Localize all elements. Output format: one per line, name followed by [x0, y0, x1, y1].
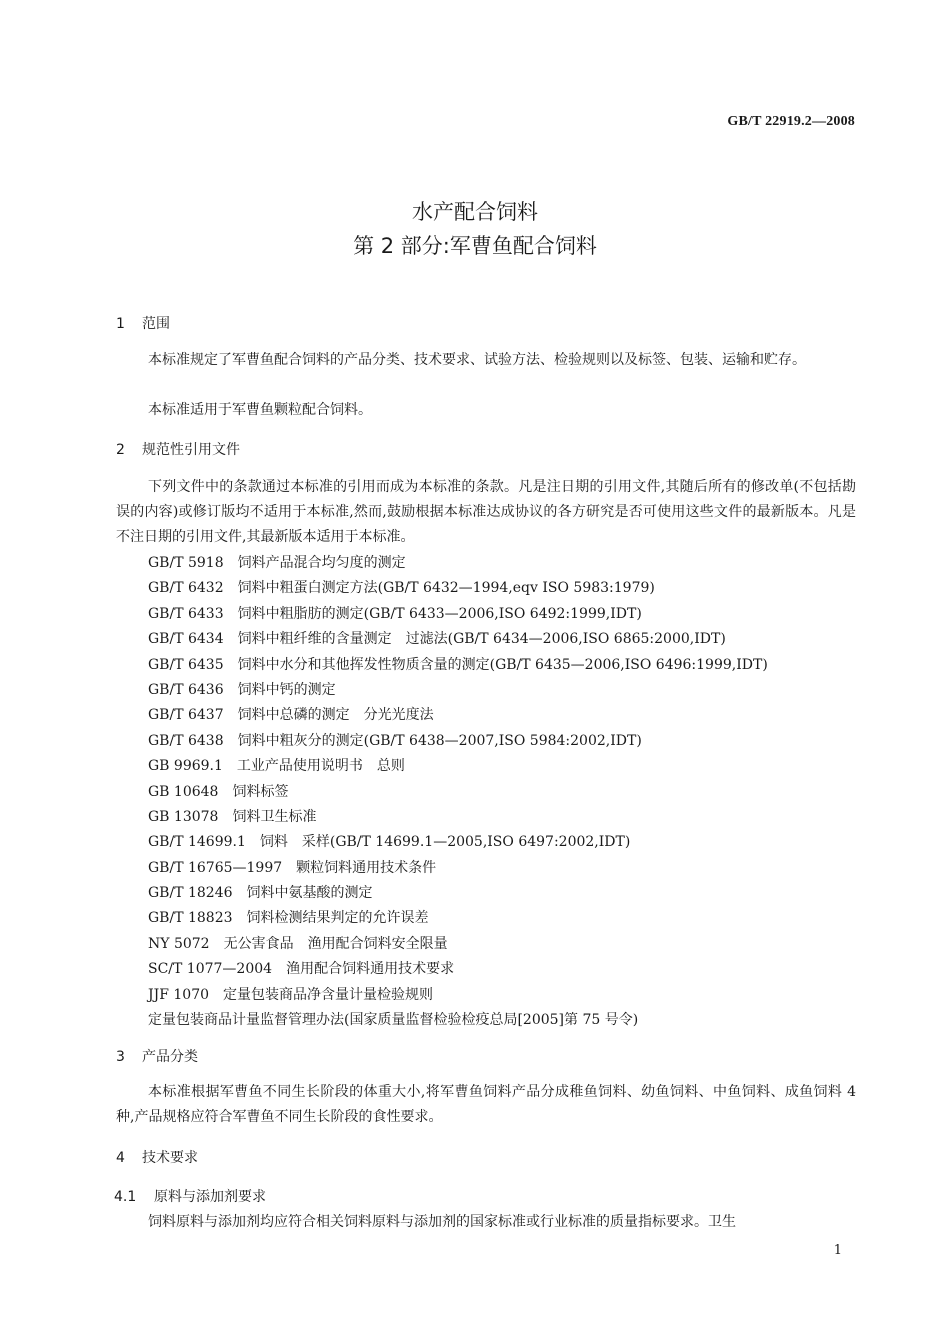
reference-item: GB/T 6432 饲料中粗蛋白测定方法(GB/T 6432—1994,eqv ISO 5983:1979)	[148, 580, 655, 597]
reference-item: JJF 1070 定量包装商品净含量计量检验规则	[148, 986, 434, 1003]
section-title: 技术要求	[142, 1150, 198, 1166]
reference-item: GB 10648 饲料标签	[148, 783, 289, 800]
section-1-heading	[116, 313, 170, 333]
section-4-heading	[116, 1147, 198, 1167]
reference-item: SC/T 1077—2004 渔用配合饲料通用技术要求	[148, 961, 455, 978]
reference-item: GB 13078 饲料卫生标准	[148, 808, 317, 825]
section-3-paragraph: 本标准根据军曹鱼不同生长阶段的体重大小,将军曹鱼饲料产品分成稚鱼饲料、幼鱼饲料、中鱼饲料、成鱼饲料 4 种,产品规格应符合军曹鱼不同生长阶段的食性要求。	[116, 1084, 856, 1125]
reference-item: GB 9969.1 工业产品使用说明书 总则	[148, 758, 405, 775]
section-number: 4	[116, 1150, 125, 1166]
section-number: 1	[116, 316, 125, 332]
section-3-heading	[116, 1046, 198, 1066]
reference-item: GB/T 18246 饲料中氨基酸的测定	[148, 885, 373, 902]
reference-item: GB/T 6433 饲料中粗脂肪的测定(GB/T 6433—2006,ISO 6492:1999,IDT)	[148, 605, 642, 622]
document-title: 水产配合饲料	[412, 200, 538, 224]
section-1-paragraph-2: 本标准适用于军曹鱼颗粒配合饲料。	[148, 402, 372, 418]
section-1-paragraph-1: 本标准规定了军曹鱼配合饲料的产品分类、技术要求、试验方法、检验规则以及标签、包装、运输和贮存。	[148, 352, 806, 368]
reference-item: GB/T 6438 饲料中粗灰分的测定(GB/T 6438—2007,ISO 5984:2002,IDT)	[148, 732, 642, 749]
section-title: 产品分类	[142, 1049, 198, 1065]
reference-item: GB/T 5918 饲料产品混合均匀度的测定	[148, 555, 406, 571]
document-subtitle: 第 2 部分:军曹鱼配合饲料	[353, 234, 597, 258]
page-number: 1	[833, 1243, 842, 1258]
reference-item: GB/T 6435 饲料中水分和其他挥发性物质含量的测定(GB/T 6435—2006,ISO 6496:1999,IDT)	[148, 656, 768, 673]
section-2-paragraph: 下列文件中的条款通过本标准的引用而成为本标准的条款。凡是注日期的引用文件,其随后所有的修改单(不包括勘误的内容)或修订版均不适用于本标准,然而,鼓励根据本标准达成协议的各方研究是否可使用这些文件的最新版本。凡是不注日期的引用文件,其最新版本适用于本标准。	[116, 479, 856, 545]
reference-item: 定量包装商品计量监督管理办法(国家质量监督检验检疫总局[2005]第 75 号令)	[148, 1012, 639, 1029]
section-number: 2	[116, 442, 125, 458]
reference-item: GB/T 6437 饲料中总磷的测定 分光光度法	[148, 707, 434, 724]
reference-item: GB/T 6436 饲料中钙的测定	[148, 681, 336, 698]
section-4-1-heading	[114, 1186, 266, 1206]
reference-item: GB/T 6434 饲料中粗纤维的含量测定 过滤法(GB/T 6434—2006,ISO 6865:2000,IDT)	[148, 631, 726, 648]
section-title: 规范性引用文件	[142, 442, 240, 458]
section-number: 4.1	[114, 1189, 137, 1205]
reference-item: GB/T 18823 饲料检测结果判定的允许误差	[148, 910, 429, 927]
section-title: 原料与添加剂要求	[154, 1189, 266, 1205]
section-number: 3	[116, 1049, 125, 1065]
section-4-1-paragraph: 饲料原料与添加剂均应符合相关饲料原料与添加剂的国家标准或行业标准的质量指标要求。卫生	[148, 1214, 736, 1230]
section-2-heading	[116, 439, 240, 459]
standard-number: GB/T 22919.2—2008	[727, 114, 855, 129]
section-title: 范围	[142, 316, 170, 332]
normative-references-list	[148, 551, 768, 1033]
reference-item: GB/T 16765—1997 颗粒饲料通用技术条件	[148, 859, 437, 876]
reference-item: NY 5072 无公害食品 渔用配合饲料安全限量	[148, 935, 448, 952]
reference-item: GB/T 14699.1 饲料 采样(GB/T 14699.1—2005,ISO 6497:2002,IDT)	[148, 834, 631, 851]
